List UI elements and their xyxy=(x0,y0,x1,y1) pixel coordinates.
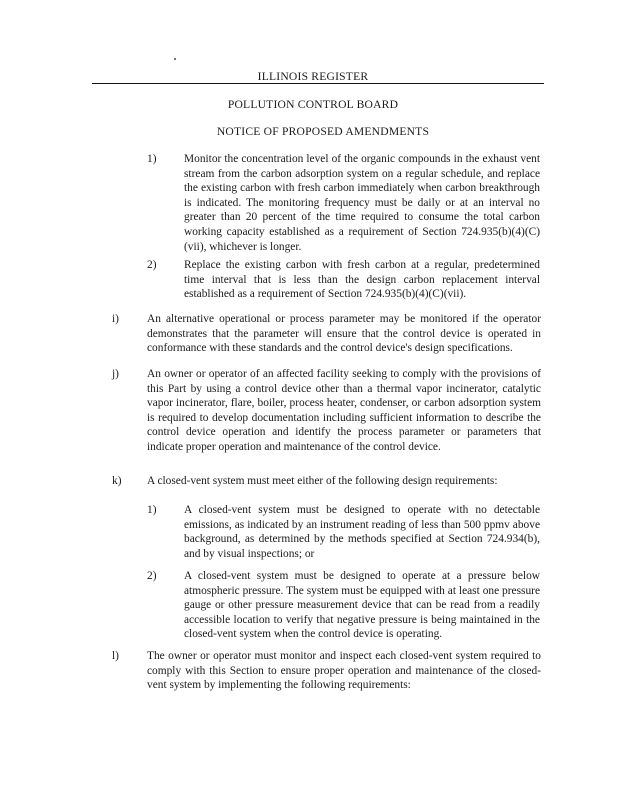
item-text: A closed-vent system must meet either of the following design requirements: xyxy=(147,475,498,487)
item-label: j) xyxy=(112,368,119,380)
register-title: ILLINOIS REGISTER xyxy=(257,70,369,83)
board-title: POLLUTION CONTROL BOARD xyxy=(227,98,399,111)
item-text: A closed-vent system must be designed to operate with no detectable emissions, as indicated by an instrument reading of less than 500 ppmv above background, as determined by the methods specified at Section 724.934(b), and by visual inspections; or xyxy=(184,504,540,560)
item-text: A closed-vent system must be designed to operate at a pressure below atmospheric pressure. The system must be equipped with at least one pressure gauge or other pressure measurement device that can be read from a readily accessible location to verify that negative pressure is being maintained in the closed-vent system when the control device is operating. xyxy=(184,570,540,641)
item-label: 2) xyxy=(147,570,157,582)
item-label: k) xyxy=(112,475,122,487)
scan-speck xyxy=(174,58,176,60)
item-text: An alternative operational or process parameter may be monitored if the operator demonstrates that the parameter will ensure that the control device is operated in conformance with these standards and the control device's design specifications. xyxy=(147,313,541,355)
item-text: The owner or operator must monitor and inspect each closed-vent system required to comply with this Section to ensure proper operation and maintenance of the closed-vent system by implementing the following requirements: xyxy=(147,650,541,692)
item-text: Monitor the concentration level of the organic compounds in the exhaust vent stream from the carbon adsorption system on a regular schedule, and replace the existing carbon with fresh carbon immediately when carbon breakthrough is indicated. The monitoring frequency must be daily or at an interval no greater than 20 percent of the time required to consume the total carbon working capacity established as a requirement of Section 724.935(b)(4)(C)(vii), whichever is longer. xyxy=(184,153,540,253)
notice-title: NOTICE OF PROPOSED AMENDMENTS xyxy=(216,125,430,138)
register-rule xyxy=(92,83,544,84)
item-label: l) xyxy=(112,650,119,662)
item-text: An owner or operator of an affected facility seeking to comply with the provisions of this Part by using a control device other than a thermal vapor incinerator, catalytic vapor incinerator, flare, boiler, process heater, condenser, or carbon adsorption system is required to develop documentation including sufficient information to describe the control device operation and identify the process parameter or parameters that indicate proper operation and maintenance of the control device. xyxy=(147,368,541,453)
item-label: i) xyxy=(112,313,119,325)
item-text: Replace the existing carbon with fresh carbon at a regular, predetermined time interval that is less than the design carbon replacement interval established as a requirement of Section 724.935(b)(4)(C)(vii). xyxy=(184,259,540,301)
item-label: 1) xyxy=(147,504,157,516)
item-label: 2) xyxy=(147,259,157,271)
item-label: 1) xyxy=(147,153,157,165)
